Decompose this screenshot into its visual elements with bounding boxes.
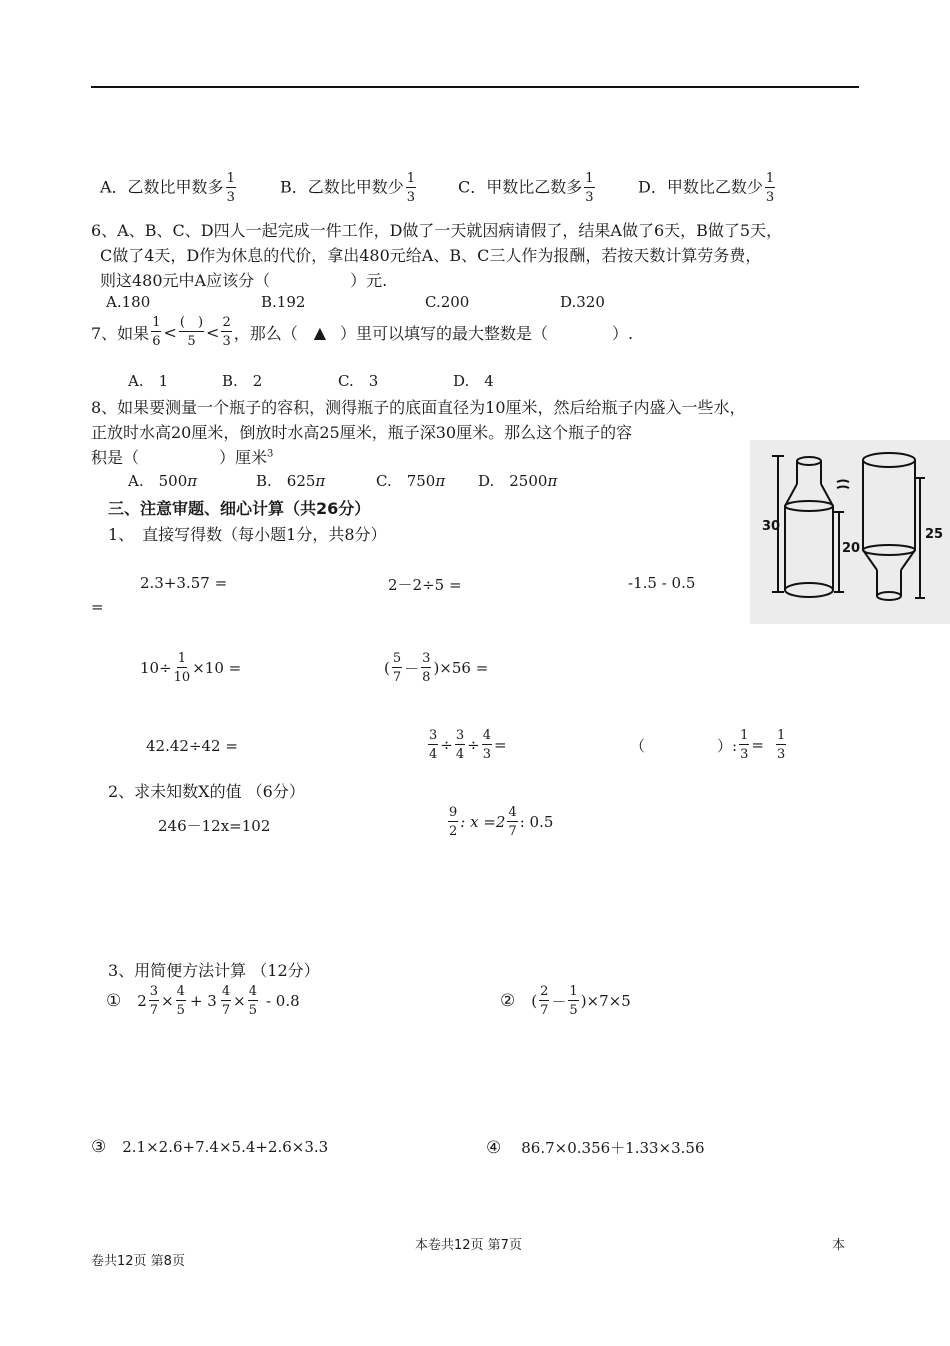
calc-2b: ( $\frac{5}{7}$ － $\frac{3}{8}$ )×56 = bbox=[384, 651, 489, 685]
q6-option-b: B.192 bbox=[261, 293, 306, 311]
footer-page-8: 卷共12页 第8页 bbox=[91, 1254, 185, 1269]
footer-right-fragment: 本 bbox=[832, 1238, 846, 1253]
calc-3b: $\frac{3}{4}$ ÷ $\frac{3}{4}$ ÷ $\frac{4}{3}$ = bbox=[429, 728, 507, 762]
footer-page-7: 本卷共12页 第7页 bbox=[415, 1238, 522, 1253]
calc-c1: ① 2 $\frac{3}{7}$ × $\frac{4}{5}$ + 3 $\frac{4}{7}$ × $\frac{4}{5}$ - 0.8 bbox=[106, 984, 300, 1018]
q8-option-d: D. 2500π bbox=[478, 472, 558, 490]
q6-line2: C做了4天，D作为休息的代价，拿出480元给A、B、C三人作为报酬，若按天数计算劳务费， bbox=[100, 246, 762, 265]
figure-label-inverted: 25 bbox=[925, 527, 944, 542]
calc-1c: -1.5 - 0.5 bbox=[628, 574, 696, 592]
triangle-icon: ▲ bbox=[313, 322, 327, 342]
equation-1: 246－12x=102 bbox=[158, 817, 271, 835]
bottle-figure bbox=[750, 440, 950, 624]
section3-title: 三、注意审题、细心计算（共26分） bbox=[108, 499, 371, 518]
q5-option-d: D．甲数比乙数少 $\frac{1}{3}$ bbox=[638, 171, 775, 205]
calc-3a: 42.42÷42 = bbox=[146, 737, 238, 755]
q6-option-c: C.200 bbox=[425, 293, 470, 311]
calc-1c-equals: = bbox=[91, 598, 104, 616]
q8-option-a: A. 500π bbox=[128, 472, 198, 490]
q6-line3: 则这480元中A应该分（ ）元. bbox=[100, 271, 388, 290]
q8-option-b: B. 625π bbox=[256, 472, 326, 490]
figure-label-depth: 30 bbox=[762, 519, 781, 534]
q7-option-a: A. 1 bbox=[128, 372, 169, 390]
q7-option-d: D. 4 bbox=[453, 372, 494, 390]
q8-line3: 积是（ ）厘米$^3$ bbox=[91, 448, 274, 467]
calc-3c: （ ）: $\frac{1}{3}$ = $\frac{1}{3}$ bbox=[630, 728, 786, 762]
part2-title: 2、求未知数X的值 （6分） bbox=[108, 782, 305, 801]
calc-1a: 2.3+3.57 = bbox=[140, 574, 228, 592]
q6-option-a: A.180 bbox=[106, 293, 151, 311]
q8-line2: 正放时水高20厘米，倒放时水高25厘米，瓶子深30厘米。那么这个瓶子的容 bbox=[91, 423, 633, 442]
calc-c2: ② ( $\frac{2}{7}$ － $\frac{1}{5}$ )×7×5 bbox=[500, 984, 631, 1018]
q5-option-c: C．甲数比乙数多 $\frac{1}{3}$ bbox=[458, 171, 594, 205]
q5-option-a: A．乙数比甲数多 $\frac{1}{3}$ bbox=[100, 171, 235, 205]
part3-title: 3、用简便方法计算 （12分） bbox=[108, 961, 320, 980]
q7-stem: 7、如果 $\frac{1}{6}$ < $\frac{( )}{5}$ < $\frac{2}{3}$ ，那么（ ▲ ）里可以填写的最大整数是（ ）. bbox=[91, 315, 634, 349]
q7-option-c: C. 3 bbox=[338, 372, 379, 390]
q6-line1: 6、A、B、C、D四人一起完成一件工作，D做了一天就因病请假了，结果A做了6天，B做了5天， bbox=[91, 221, 783, 240]
calc-1b: 2－2÷5 = bbox=[388, 576, 462, 594]
q8-line1: 8、如果要测量一个瓶子的容积，测得瓶子的底面直径为10厘米，然后给瓶子内盛入一些水， bbox=[91, 398, 746, 417]
part1-title: 1、 直接写得数（每小题1分，共8分） bbox=[108, 525, 387, 544]
calc-c3: ③ 2.1×2.6+7.4×5.4+2.6×3.3 bbox=[91, 1137, 329, 1157]
q7-option-b: B. 2 bbox=[222, 372, 263, 390]
calc-2a: 10÷ $\frac{1}{10}$ ×10 = bbox=[140, 651, 242, 685]
q6-option-d: D.320 bbox=[560, 293, 605, 311]
calc-c4: ④ 86.7×0.356＋1.33×3.56 bbox=[486, 1138, 705, 1158]
equation-2: $\frac{9}{2}$ : x =2 $\frac{4}{7}$ : 0.5 bbox=[449, 805, 554, 839]
figure-label-upright: 20 bbox=[842, 541, 861, 556]
q5-option-b: B．乙数比甲数少 $\frac{1}{3}$ bbox=[280, 171, 416, 205]
q8-option-c: C. 750π bbox=[376, 472, 446, 490]
top-rule bbox=[91, 86, 859, 88]
